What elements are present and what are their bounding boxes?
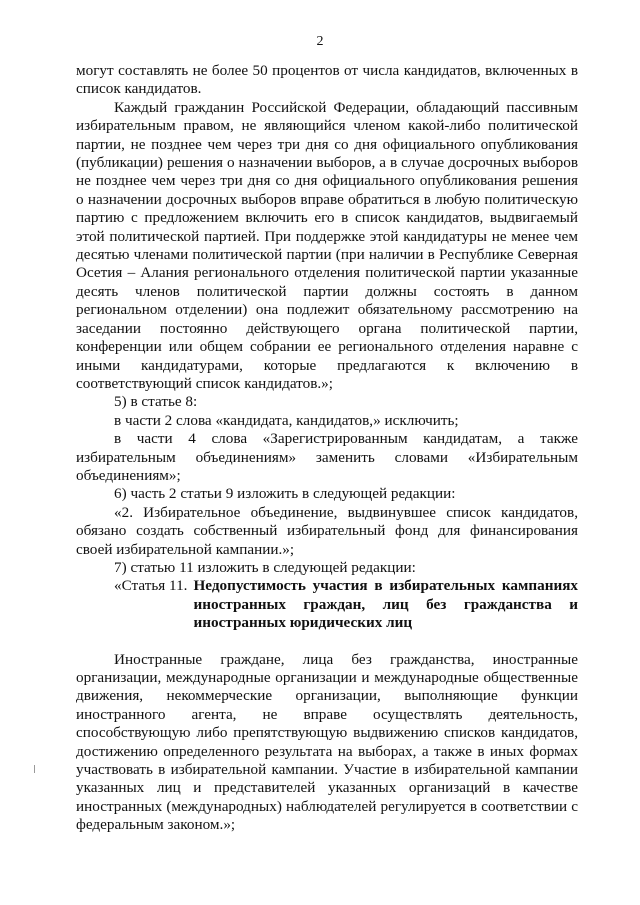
paragraph-item-7: 7) статью 11 изложить в следующей редакции: [114, 558, 416, 576]
article-title: Недопустимость участия в избирательных кампаниях иностранных граждан, лиц без гражданства и иностранных юридических лиц [193, 577, 578, 632]
scan-margin-mark [34, 765, 35, 773]
paragraph-item-5: 5) в статье 8: [114, 393, 198, 411]
article-number: «Статья 11. [114, 577, 188, 595]
paragraph-part-4-amendment: в части 4 слова «Зарегистрированным кандидатам, а также избирательным объединениям» заменить словами «Избирательным объединениям»; [76, 430, 578, 484]
paragraph-citizen-right: Каждый гражданин Российской Федерации, обладающий пассивным избирательным правом, не являющийся членом какой-либо политической партии, не позднее чем через три дня со дня официального опубликования (публикации) решения о назначении выборов, а в случае досрочных выборов не позднее чем через три дня со дня официального опубликования решения о назначении досрочных выборов вправе обратиться в любую политическую партию с предложением включить его в список кандидатов, выдвигаемый этой политической партией. При поддержке этой кандидатуры не менее чем десятью членами политической партии (при наличии в Республике Северная Осетия – Алания регионального отделения политической партии указанные десять членов политической партии должны состоять в данном региональном отделении) она подлежит обязательному рассмотрению на заседании постоянно действующего органа политической партии, конференции или общем собрании ее регионального отделения наравне с иными кандидатурами, которые предлагаются к включению в соответствующий список кандидатов.»; [76, 98, 578, 392]
paragraph-item-6: 6) часть 2 статьи 9 изложить в следующей редакции: [114, 485, 456, 503]
article-heading [76, 577, 578, 632]
paragraph-electoral-fund: «2. Избирательное объединение, выдвинувшее список кандидатов, обязано создать собственный избирательный фонд для финансирования своей избирательной кампании.»; [76, 503, 578, 558]
spacer [76, 633, 578, 651]
paragraph-continuation: могут составлять не более 50 процентов от числа кандидатов, включенных в список кандидатов. [76, 62, 578, 98]
paragraph-foreign-participation: Иностранные граждане, лица без гражданства, иностранные организации, международные организации и международные общественные движения, некоммерческие организации, выполняющие функции иностранного агента, не вправе осуществлять деятельность, способствующую либо препятствующую выдвижению списков кандидатов, достижению определенного результата на выборах, а также в иных формах участвовать в избирательной кампании. Участие в избирательной кампании указанных лиц и представителей указанных организаций в качестве иностранных (международных) наблюдателей регулируется в соответствии с федеральным законом.»; [76, 650, 578, 834]
page-number: 2 [316, 34, 324, 49]
document-body [76, 62, 578, 835]
paragraph-part-2-amendment: в части 2 слова «кандидата, кандидатов,» исключить; [114, 411, 459, 429]
